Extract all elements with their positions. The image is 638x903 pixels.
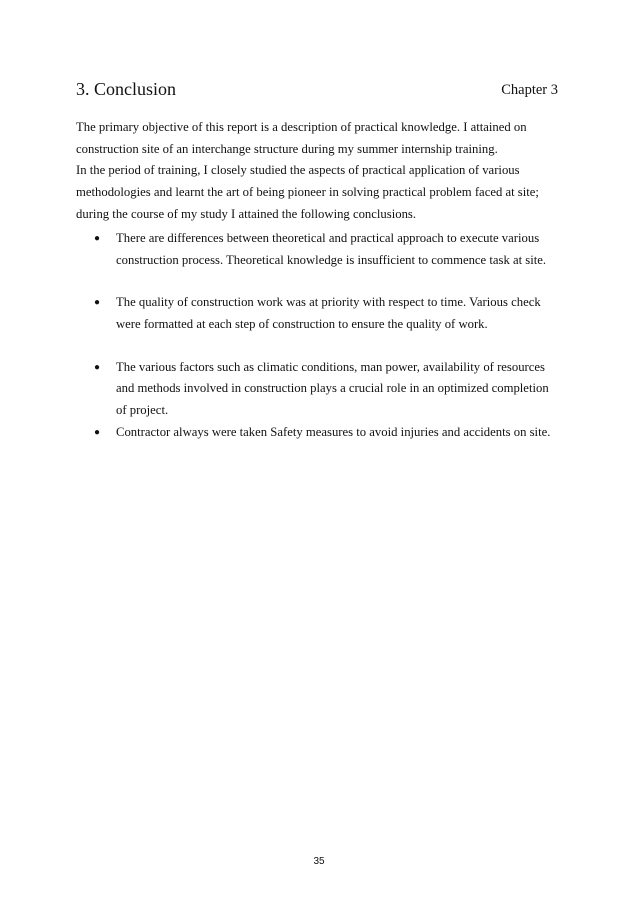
list-item-line: The quality of construction work was at priority with respect to time. Various check: [116, 295, 541, 310]
intro-paragraph: [76, 117, 566, 225]
intro-line: construction site of an interchange structure during my summer internship training.: [76, 141, 498, 156]
list-item-line: construction process. Theoretical knowledge is insufficient to commence task at site.: [116, 252, 547, 267]
list-item-line: Contractor always were taken Safety measures to avoid injuries and accidents on site.: [116, 424, 551, 439]
section-title: 3. Conclusion: [76, 79, 177, 99]
chapter-label: Chapter 3: [501, 82, 558, 98]
bullet-icon: ●: [94, 233, 101, 244]
list-item-line: The various factors such as climatic conditions, man power, availability of resources: [116, 359, 545, 374]
list-item: [94, 357, 574, 422]
list-item-line: of project.: [116, 403, 169, 418]
page-header: [76, 76, 558, 102]
list-item: [94, 292, 574, 335]
list-item: [94, 422, 574, 444]
list-item-line: and methods involved in construction plays a crucial role in an optimized completion: [116, 381, 549, 396]
list-item-line: There are differences between theoretical and practical approach to execute various: [116, 231, 540, 245]
bullet-icon: ●: [94, 361, 101, 373]
list-item-line: were formatted at each step of construction to ensure the quality of work.: [116, 317, 488, 332]
intro-line: The primary objective of this report is a description of practical knowledge. I attained on: [76, 120, 527, 134]
bullet-icon: ●: [94, 426, 101, 438]
intro-line: methodologies and learnt the art of being pioneer in solving practical problem faced at site;: [76, 185, 539, 200]
page-number: 35: [313, 856, 325, 867]
intro-line: during the course of my study I attained the following conclusions.: [76, 206, 417, 221]
bullet-icon: ●: [94, 297, 101, 309]
intro-line: In the period of training, I closely studied the aspects of practical application of various: [76, 163, 520, 178]
conclusions-list: [94, 228, 574, 444]
list-item: [94, 228, 574, 271]
